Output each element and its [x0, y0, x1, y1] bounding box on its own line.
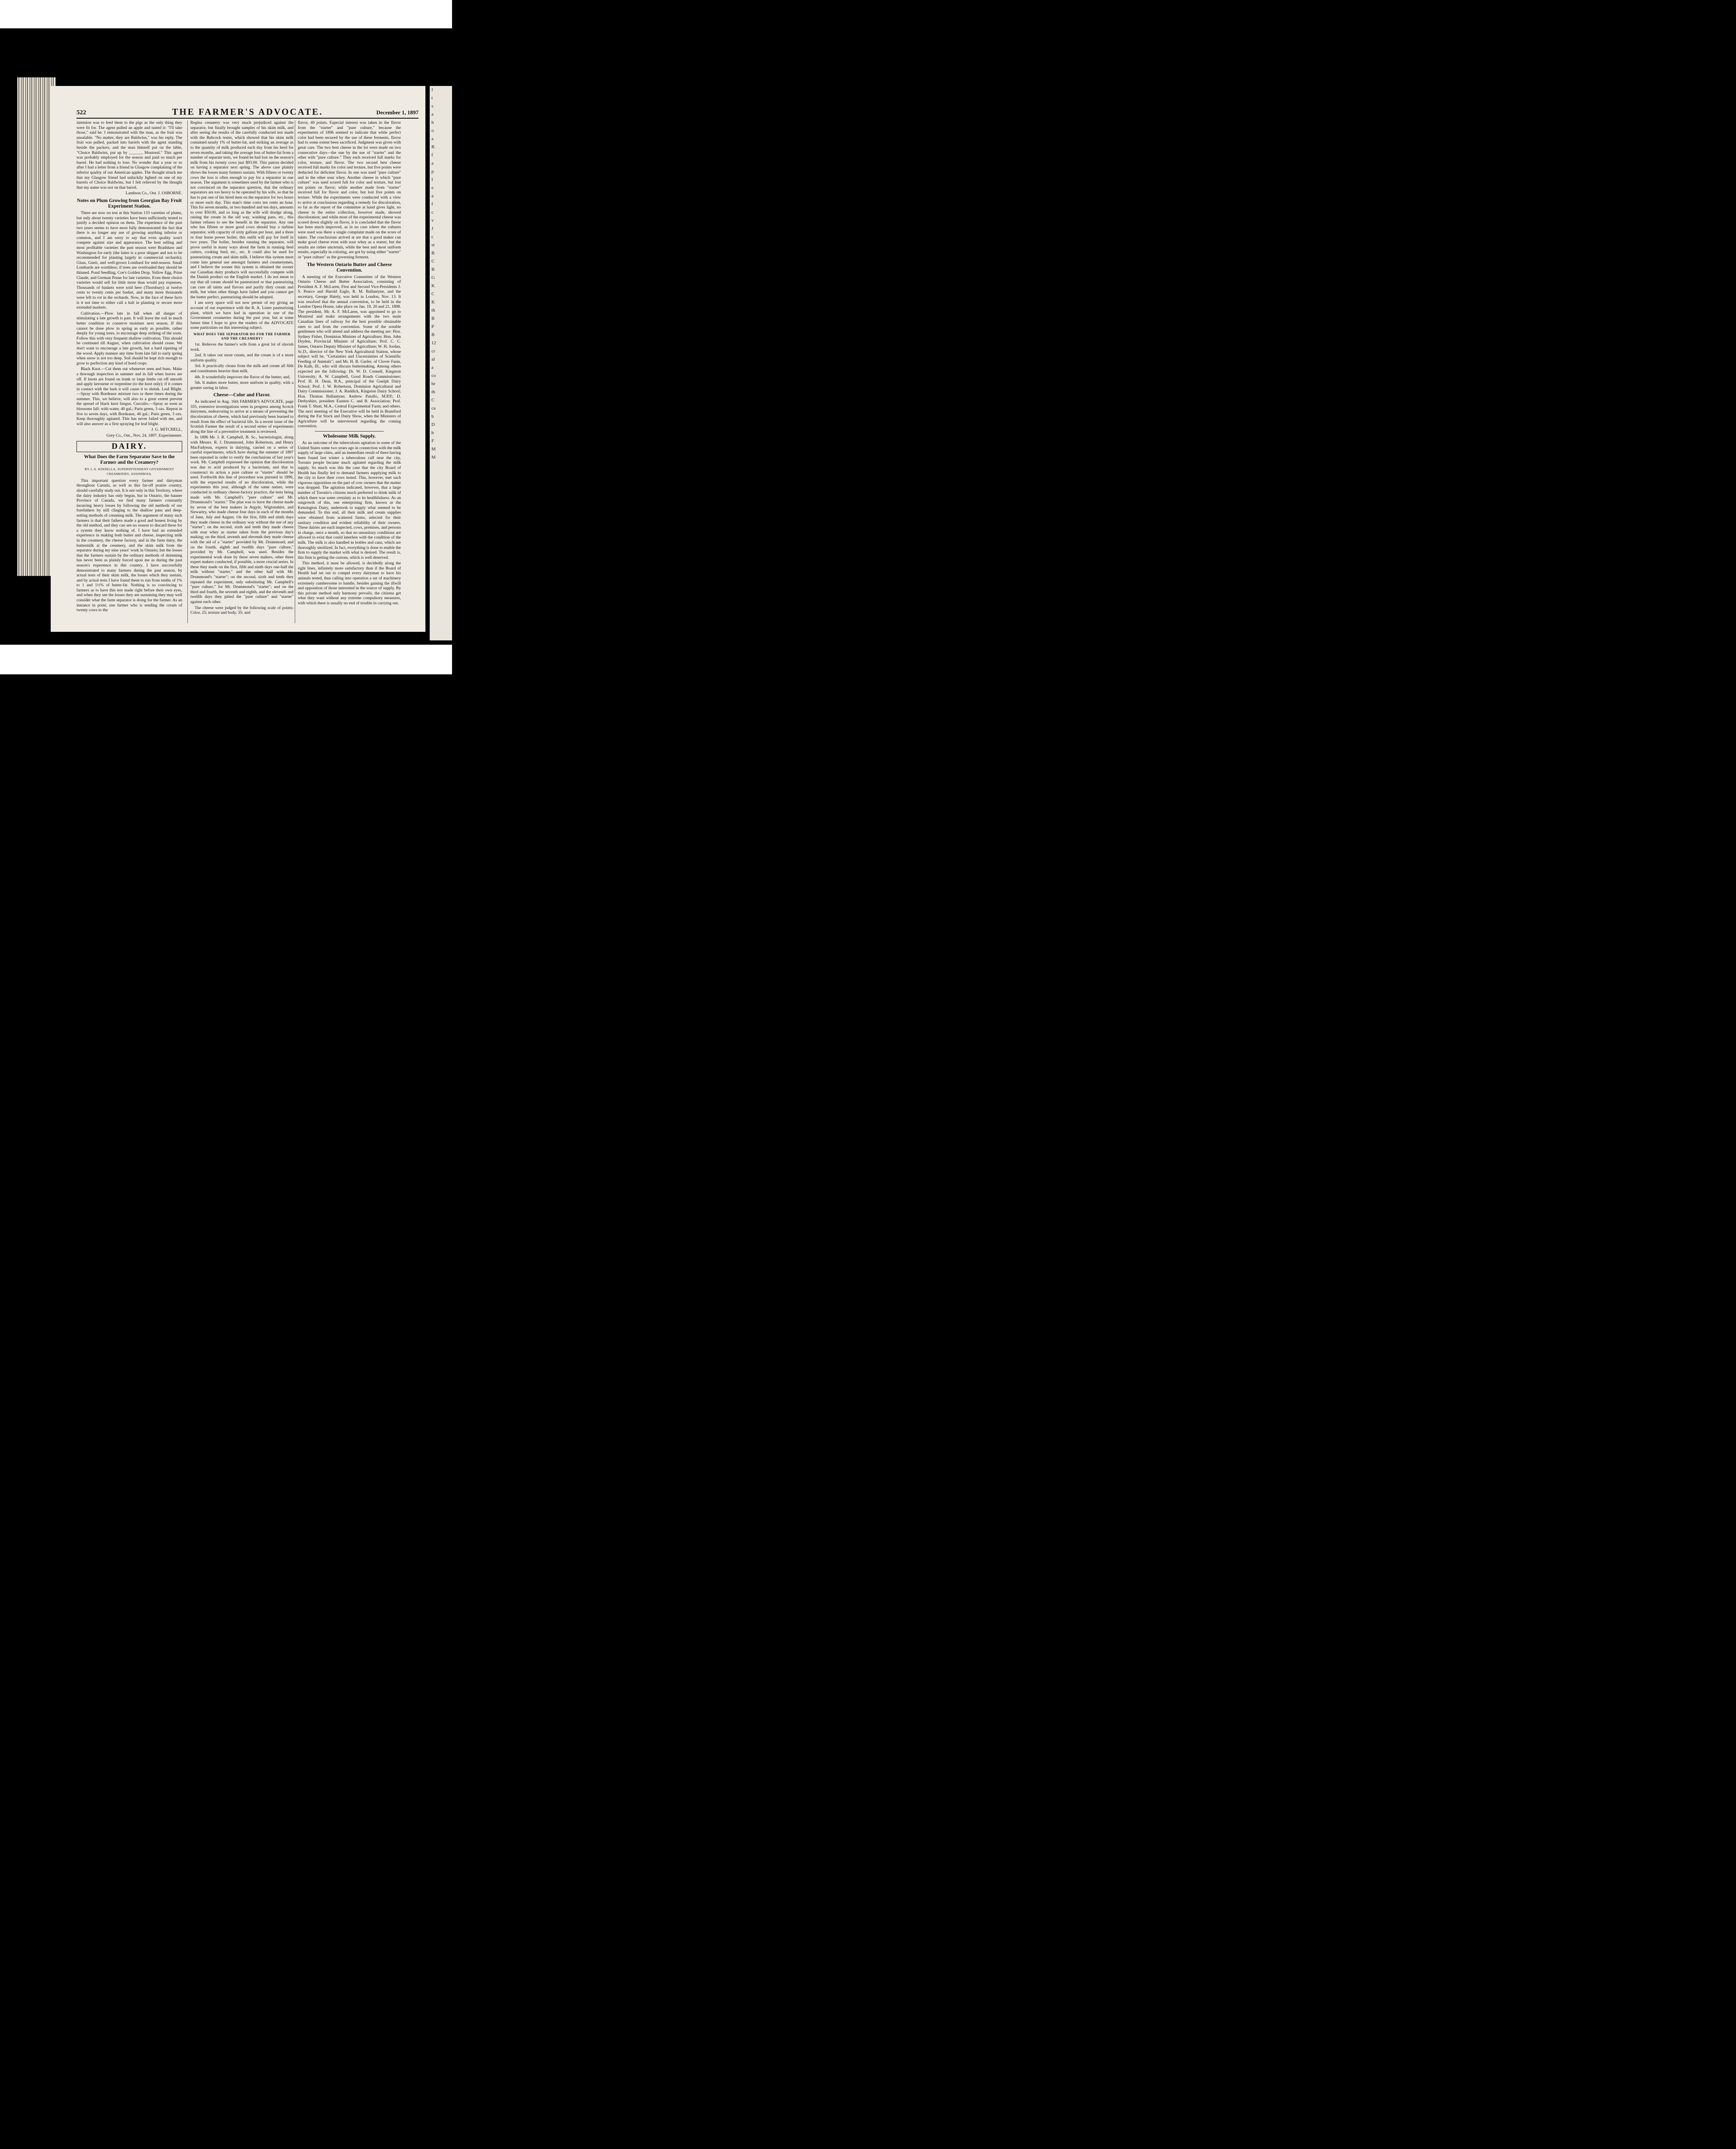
- adjacent-text-fragment: J: [431, 226, 434, 231]
- book-page-edges: [17, 77, 56, 576]
- adjacent-text-fragment: al: [431, 357, 435, 362]
- paragraph: Cultivation.—Plow late in fall when all danger of stimulating a late growth is past. It will leave the soil in much better condition to conserve moisture next season. If this cannot be done plow in spring as early as possible, rather deeply for young trees, to encourage deep striking of the roots. Follow this with very frequent shallow cultivation. This should be continued till August, when cultivation should cease. We don't want to encourage a late growth, but a hard ripening of the wood. Apply manure any time from late fall to early spring when snow is not too deep. Soil should be kept rich enough to grow to perfection any kind of hoed crops.: [76, 311, 182, 366]
- paragraph: The cheese were judged by the following scale of points: Color, 25; texture and body, 35; and: [190, 605, 293, 615]
- section-banner: DAIRY.: [76, 441, 182, 452]
- adjacent-text-fragment: a: [431, 161, 434, 166]
- adjacent-text-fragment: v: [431, 218, 434, 223]
- article-heading: What Does the Farm Separator Save to the Farmer and the Creamery?: [84, 454, 175, 465]
- adjacent-text-fragment: B: [431, 316, 435, 321]
- paragraph: A meeting of the Executive Committee of the Western Ontario Cheese and Butter Association, consisting of President A. F. McLaren, First and Second Vice-Presidents J. S. Pearce and Harold Eagle, R. M. Ballantyne, and the secretary, George Hately, was held in London, Nov. 13. It was resolved that the annual convention, to be held in the London Opera House, take place on Jan. 19, 20 and 21, 1898. The president, Mr. A. F. McLaren, was appointed to go to Montreal and make arrangements with the two main Canadian lines of railway for the best possible obtainable rates to and from the convention. Some of the notable gentlemen who will attend and address the meeting are: Hon. Sydney Fisher, Dominion Minister of Agriculture; Hon. John Dryden, Provincial Minister of Agriculture; Prof. C. C. James, Ontario Deputy Minister of Agriculture; W. H. Jordan, Sc.D., director of the New York Agricultural Station, whose subject will be, "Certainties and Uncertainties of Scientific Feeding of Animals"; and Mr. H. B. Gurler, of Clover Farm, De Kalb, Ill., who will discuss buttermaking. Among others expected are the following: Dr. W. D. Connell, Kingston University; A. W. Campbell, Good Roads Commissioner; Prof. H. H. Dean, B.A., principal of the Guelph Dairy School; Prof. J. W. Robertson, Dominion Agricultural and Dairy Commissioner; J. A. Ruddick, Kingston Dairy School; Hon. Thomas Ballantyne; Andrew Patullo, M.P.P.; D. Derbyshire, president Eastern C. and B. Association; Prof. Frank T. Shutt, M.A., Central Experimental Farm; and others. The next meeting of the Executive will be held in Brantford during the Fat Stock and Dairy Show, when the Ministers of Agriculture will be interviewed regarding the coming convention.: [298, 274, 401, 429]
- adjacent-text-fragment: I: [431, 177, 433, 182]
- adjacent-text-fragment: p: [431, 169, 434, 174]
- masthead: [76, 107, 419, 119]
- article-heading: Notes on Plum Growing from Georgian Bay Fruit Experiment Station.: [77, 198, 182, 209]
- adjacent-text-fragment: a: [431, 136, 434, 141]
- paragraph: 5th. It makes more butter, more uniform in quality, with a greater saving in labor.: [190, 380, 293, 390]
- adjacent-text-fragment: s: [431, 104, 434, 109]
- newspaper-page: [51, 86, 425, 632]
- adjacent-text-fragment: B: [431, 251, 435, 256]
- adjacent-text-fragment: K: [431, 283, 435, 288]
- paragraph: 4th. It wonderfully improves the flavor of the butter; and,: [195, 374, 290, 380]
- adjacent-text-fragment: b: [431, 414, 434, 419]
- scan-border-top: [0, 0, 452, 28]
- paragraph: 1st. Relieves the farmer's wife from a great lot of slavish work.: [190, 342, 293, 352]
- adjacent-text-fragment: th: [431, 308, 435, 313]
- adjacent-text-fragment: G: [431, 275, 435, 280]
- adjacent-text-fragment: st: [431, 242, 435, 248]
- adjacent-text-fragment: C: [431, 398, 435, 403]
- adjacent-text-fragment: B: [431, 332, 435, 337]
- paragraph: In 1896 Mr. J. R. Campbell, B. Sc., bacteriologist, along with Messrs. R. J. Drummond, John Robertson, and Henry MacFadyean, experts in dairying, carried on a series of careful experiments, which have during the summer of 1897 been repeated in order to verify the conclusions of last year's work. Mr. Campbell expressed the opinion that discoloration was due to acid produced by a bacterium, and that to counteract its action a pure culture or "starter" should be used. Forthwith this line of procedure was pursued in 1896, with the expected results of no discoloration, while the experiments this year, although of the same nature, were conducted in ordinary cheese-factory practice, the tests being made with Mr. Campbell's "pure culture" and Mr. Drummond's "starter." The plan was to have the cheese made by seven of the best makers in Argyle, Wigtonshire, and Stewartry, who made cheese four days in each of the months of June, July and August. On the first, fifth and ninth days they made cheese in the ordinary way without the use of any "starter"; on the second, sixth and tenth they made cheese with sour whey as starter taken from the previous day's making; on the third, seventh and eleventh they made cheese with the aid of a "starter" provided by Mr. Drummond; and on the fourth, eighth and twelfth days "pure culture," provided by Mr. Campbell, was used. Besides the experimental work done by these seven makers, other three expert makers conducted, if possible, a more crucial series. In these they made on the first, fifth and ninth days one-half the milk without "starter," and the other half with Mr. Drummond's "starter"; on the second, sixth and tenth they repeated the experiment, only substituting Mr. Campbell's "pure culture," for Mr. Drummond's "starter"; and on the third and fourth, the seventh and eighth, and the eleventh and twelfth days they pitted the "pure culture" and "starter" against each other.: [190, 435, 293, 605]
- scan-border-bottom: [0, 645, 452, 674]
- publication-title: THE FARMER'S ADVOCATE.: [172, 107, 323, 117]
- adjacent-text-fragment: C: [431, 291, 435, 297]
- paragraph: intention was to feed them to the pigs as the only thing they were fit for. The agent pulled an apple and tasted it: "I'll take those," said he. I remonstrated with the man, as the fruit was unsalable. "No matter, they are Baldwins," was his reply. The fruit was pulled, packed into barrels with the agent standing beside the packers, and the man himself put on the lable, "Choice Baldwins, put up by ______, Montreal." This agent was probably employed for the season and paid so much per barrel. He had nothing to lose. No wonder that a year or so after I had a letter from a friend in Glasgow complaining of the inferior quality of our American apples. The thought struck me that my Glasgow friend had unluckily lighted on one of my barrels of Choice Baldwins, but I felt relieved by the thought that my name was not on that barrel.: [76, 120, 182, 190]
- adjacent-text-fragment: a: [431, 365, 434, 370]
- paragraph: 3rd. It practically cleans from the milk and cream all filth and constituents heavier than milk.: [190, 364, 293, 373]
- paragraph: Regina creamery was very much prejudiced against the separator, but finally brought samples of his skim milk, and after seeing the results of the carefully conducted test made with the Babcock tester, which showed that his skim milk contained nearly 1% of butter-fat, and striking an average as to the quantity of milk produced each day from his herd for seven months, and taking the average loss of butter-fat from a number of separate tests, we found he had lost on the season's milk from his twenty cows just $93.00. This patron decided on having a separator next spring. The above case plainly shows the losses many farmers sustain. With fifteen or twenty cows the loss is often enough to pay for a separator in one season. The argument is sometimes used by the farmer who is not convinced on the separator question, that the ordinary separators are too heavy to be operated by his wife, so that he has to put one of his hired men on the separator for two hours or more each day. This man's time costs ten cents an hour. This for seven months, or two hundred and ten days, amounts to over $50.00, and so long as the wife will drudge along, raising the cream in the old way, washing pans, etc., this farmer refuses to see the benefit in the separator. Any one who has fifteen or more good cows should buy a turbine separator, with capacity of sixty gallons per hour, and a three or four horse power boiler; this outfit will pay for itself in two years. The boiler, besides running the separator, will prove useful in many ways about the farm in running feed cutters, cooking feed, etc., etc. It could also be used for pasteurizing cream and skim milk. I believe this system must come into general use amongst farmers and creamerymen, and I believe the sooner this system is obtained the sooner our Canadian dairy products will successfully compete with the Danish product on the English market. I do not mean to say that all cream should be pasteurized or that pasteurizing can cure all taints and flavors and purify dirty cream and milk, but when other things have failed and you cannot get the butter perfect, pasteurizing should be adopted.: [190, 120, 293, 300]
- adjacent-text-fragment: 12: [431, 340, 436, 346]
- issue-date: December 1, 1897: [376, 109, 419, 116]
- adjacent-text-fragment: I: [431, 87, 433, 92]
- paragraph: As an outcome of the tuberculosis agitation in some of the United States some two years ago in connection with the milk supply of large cities, and an immediate result of there having been found last winter a tuberculous calf near the city, Toronto people became much agitated regarding the milk supply. So much was this the case that the city Board of Health has finally led to demand farmers supplying milk to the city to have their cows tested. This, however, met such vigorous opposition on the part of cow owners that the matter was dropped. The agitation indicated, however, that a large number of Toronto's citizens much preferred to drink milk of which there was some certainty as to its healthfulness. As an outgrowth of this, one enterprising firm, known as the Kensington Dairy, undertook to supply what seemed to be demanded. To this end, all their milk and cream supplies were obtained from scattered farms, selected for their sanitary condition and evident reliability of their owners. These dairies are each inspected, cows, premises, and persons in charge, once a month, so that no unsanitary conditions are allowed to exist that could interfere with the condition of the milk. The milk is also handled in bottles and cans, which are thoroughly sterilized. In fact, everything is done to enable the firm to supply the market with what is desired. The result is, this firm is getting the custom, which is well deserved.: [298, 441, 401, 560]
- paragraph: This important question every farmer and dairyman throughout Canada, as well as this far-off prairie country, should carefully study out. It is not only in this Territory, where the dairy industry has only begun, but in Ontario, the banner Province of Canada, we find many farmers constantly incurring heavy losses by following the old methods of our forefathers by still clinging to the shallow pans and deep-setting methods of creaming milk. The argument of many such farmers is that their fathers made a good and honest living by the old method, and they can see no reason to discard these for a system they know nothing of. I have had an extended experience in making both butter and cheese, inspecting milk in the creamery, the cheese factory, and in the farm dairy, the buttermilk at the creamery, and the skim milk from the separator during my nine years' work in Ontario; but the losses that the farmers sustain by the ordinary methods of skimming has never been as plainly forced upon me as during the past season's experience in this country. I have successfully demonstrated to many farmers during the past season, by actual tests of their skim milk, the losses which they sustain, and by actual tests I have found these to run from tenths of 1% to 1 and 1½% of butter-fat. Nothing is so convincing to farmers as to have this test made right before their own eyes, and when they see the losses they are sustaining they may well consider what the farm separator is doing for the farmer. As an instance in point, one farmer who is sending the cream of twenty cows to the: [76, 478, 182, 613]
- article-heading: The Western Ontario Butter and Cheese Convention.: [307, 262, 392, 273]
- adjacent-page-fragment: [430, 86, 452, 640]
- article-heading: Cheese—Color and Flavor.: [213, 392, 271, 398]
- paragraph: 2nd. It takes out more cream, and the cream is of a more uniform quality.: [190, 353, 293, 363]
- adjacent-text-fragment: f: [431, 202, 433, 207]
- adjacent-text-fragment: th: [431, 389, 435, 395]
- adjacent-text-fragment: br: [431, 381, 436, 386]
- adjacent-text-fragment: a: [431, 112, 434, 117]
- column-right: [295, 120, 401, 623]
- adjacent-text-fragment: e: [431, 185, 434, 190]
- subheading: WHAT DOES THE SEPARATOR DO FOR THE FARMER AND THE CREAMERY?: [193, 332, 290, 340]
- paragraph: As indicated in Aug. 16th FARMER'S ADVOCATE, page 355, extensive investigations were in progress among Scotch dairymen, endeavoring to arrive at a means of preventing the discoloration of cheese, which had previously been learned to result from the effect of bacterial life. In a recent issue of the Scottish Farmer the result of a second series of experiments along the line of a preventive treatment is reviewed.: [190, 399, 293, 434]
- adjacent-text-fragment: h: [431, 430, 434, 435]
- adjacent-text-fragment: t: [431, 95, 433, 101]
- adjacent-text-fragment: M: [431, 455, 436, 460]
- column-middle: [187, 120, 293, 623]
- adjacent-text-fragment: o: [431, 128, 434, 133]
- column-left: [76, 120, 182, 623]
- adjacent-text-fragment: K: [431, 300, 435, 305]
- adjacent-text-fragment: B: [431, 267, 435, 272]
- signature-line: J. G. MITCHELL,: [151, 427, 182, 432]
- adjacent-text-fragment: cr: [431, 349, 435, 354]
- adjacent-text-fragment: C: [431, 259, 435, 264]
- paragraph: This method, it must be allowed, is decidedly along the right lines, infinitely more satisfactory than if the Board of Health had set out to compel every dairyman to have his animals tested, thus calling into operation a set of machinery extremely cumbersome to handle, besides gaining the illwill and opposition of those interested in the source of supply. By this private method only harmony prevails, the citizens get what they want without any extreme compulsory measures, with which there is usually no end of trouble in carrying out.: [298, 561, 401, 606]
- adjacent-text-fragment: f: [431, 153, 433, 158]
- adjacent-text-fragment: a: [431, 193, 434, 199]
- byline: BY J. A. KINSELLA, SUPERINTENDENT GOVERNMENT CREAMERIES, ASSINIBOIA.: [85, 467, 174, 476]
- article-heading: Wholesome Milk Supply.: [323, 434, 376, 439]
- paragraph: Black Knot.—Cut them out whenever seen and burn. Make a thorough inspection in summer and in fall when leaves are off. If knots are found on trunk or large limbs cut off smooth and apply kerosene or turpentine (to the knot only); if it comes in contact with the bark it will cause it to shrink. Leaf Blight.—Spray with Bordeaux mixture two or three times during the summer. This, we believe, will also to a great extent prevent the spread of black knot fungus. Curculio.—Spray as soon as blossoms fall: with water, 40 gal.; Paris green, 3 ozs. Repeat in five to seven days, with Bordeaux, 40 gal.; Paris green, 3 ozs. Keep thoroughly agitated. This has never failed with me, and will also answer as a first spraying for leaf blight.: [76, 367, 182, 426]
- paragraph: flavor, 40 points. Especial interest was taken in the flavor from the "starter" and "pure culture," because the experiments of 1896 seemed to indicate that while perfect color had been secured by the use of these ferments, flavor had to some extent been sacrificed. Judgment was given with great care. The two best cheese in the lot were made on two consecutive days—the one by the use of "starter" and the other with "pure culture." They each received full marks for color, texture, and flavor. The two second best cheese received full marks for color and texture, but five points were deducted for deficient flavor. In one was used "pure culture" and in the other sour whey. Another cheese in which "pure culture" was used scored full for color and texture, but lost ten points on flavor; while another made from "starter" received full for flavor and color, but lost five points on texture. While the experiments were conducted with a view to arrive at conclusions regarding a remedy for discoloration, so far as the report of the committee at hand gives light, no cheese in the entire collection, however made, showed discoloration; and while most of the experimental cheese was scored down slightly on flavor, it is concluded that the flavor has been much improved, as in no case where the cultures were used was there a single complaint made on the score of taints. The conclusions arrived at are that a good maker can make good cheese even with sour whey as a starter, but the results are rather uncertain, while the best and most uniform results, especially in coloring, are got by using either "starter" or "pure culture" as the governing ferment.: [298, 120, 401, 260]
- adjacent-text-fragment: c: [431, 234, 434, 239]
- signature-line: Grey Co., Ont., Nov. 24, 1897. Experimenter.: [106, 433, 182, 438]
- adjacent-text-fragment: P: [431, 324, 434, 329]
- adjacent-text-fragment: F: [431, 438, 434, 444]
- divider: [315, 431, 384, 432]
- adjacent-text-fragment: R: [431, 144, 435, 150]
- adjacent-text-fragment: ca: [431, 406, 436, 411]
- adjacent-text-fragment: c: [431, 210, 434, 215]
- page-number: 522: [76, 109, 86, 116]
- adjacent-text-fragment: co: [431, 373, 436, 378]
- paragraph: There are now on test at this Station 133 varieties of plums, but only about twenty varieties have been sufficiently tested to justify a decided opinion on them. The experience of the past two years seems to have most fully demonstrated the fact that there is no longer any use of growing anything inferior or common, and I am sorry to say that even quality won't compete against size and appearance. The best selling and most profitable varieties the past season were Bradshaw and Washington for early (the latter is a poor shipper and not to be recommended for planting largely in commercial orchards); Glass, Gueii, and well-grown Lombard for mid-season. Small Lombards are worthless; if trees are overloaded they should be thinned. Pond Seedling, Coe's Golden Drop, Yellow Egg, Prine Claude, and German Prune for late varieties. Even these choice varieties would sell for little more than would pay expenses. Thousands of baskets were sold here (Thornbury) at twelve cents to twenty cents per basket, and many more thousands were left to rot in the orchards. Now, in the face of these facts is it not time to either call a halt in planting or secure more extended markets.: [76, 210, 182, 310]
- signature-line: Lambton Co., Ont. J. OSBORNE.: [125, 191, 182, 196]
- adjacent-text-fragment: D: [431, 422, 435, 427]
- adjacent-text-fragment: M: [431, 447, 436, 452]
- adjacent-text-fragment: h: [431, 120, 434, 125]
- paragraph: I am sorry space will not now permit of my giving an account of our experience with the R. A. Lister pasteurizing plant, which we have had in operation in one of the Government creameries during the past year, but at some future time I hope to give the readers of the ADVOCATE some particulars on this interesting subject.: [190, 300, 293, 331]
